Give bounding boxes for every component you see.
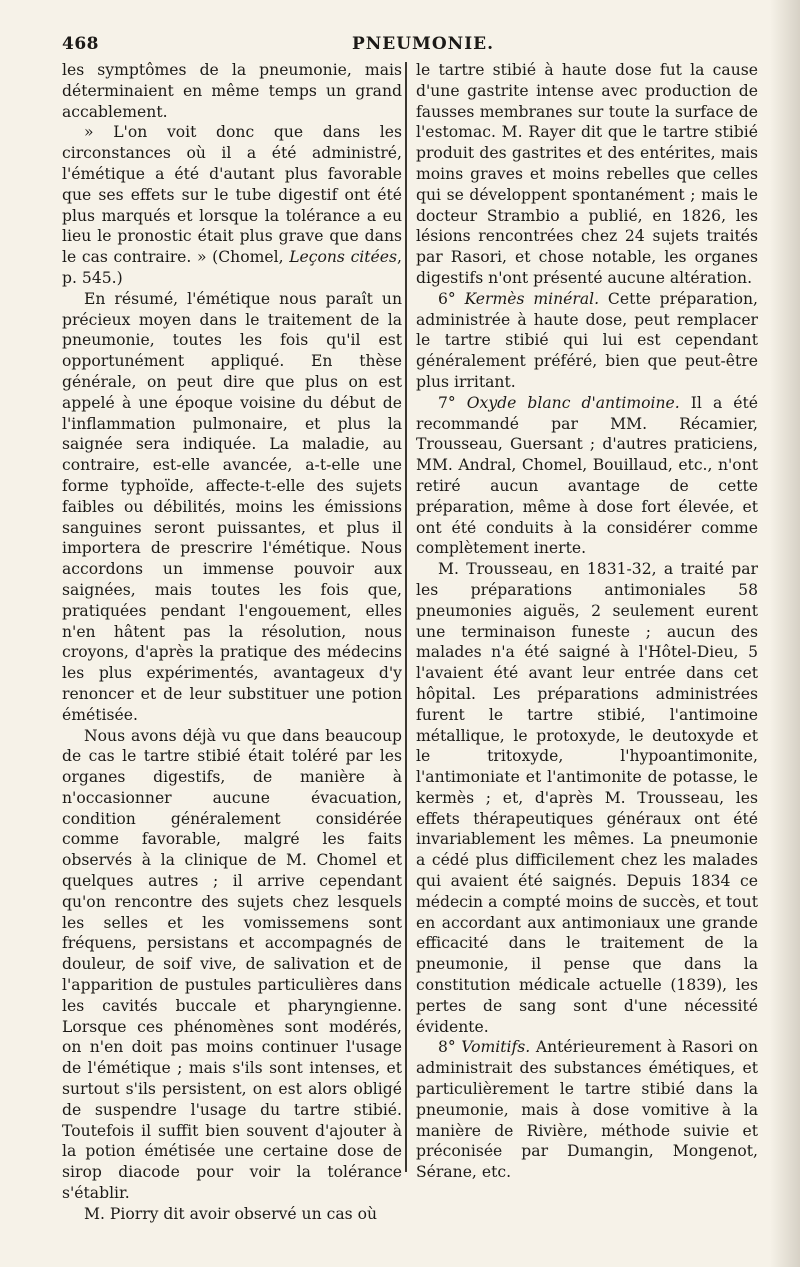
section-text: Antérieurement à Rasori on administrait des substances émétiques, et particulièrement le tartre stibié dans la pneumonie, mais à dose vomitive à la manière de Rivière, méthode suivie et préconisée par Dumangin, Mongenot, Sérane, etc. xyxy=(416,1038,758,1182)
left-column xyxy=(62,60,402,1225)
paragraph: Nous avons déjà vu que dans beaucoup de cas le tartre stibié était toléré par les organes digestifs, de manière à n'occasionner aucune évacuation, condition généralement considérée comme favorable, malgré les faits observés à la clinique de M. Chomel et quelques autres ; il arrive cependant qu'on rencontre des sujets chez lesquels les selles et les vomissemens sont fréquens, persistans et accompagnés de douleur, de soif vive, de salivation et de l'apparition de pustules particulières dans les cavités buccale et pharyngienne. Lorsque ces phénomènes sont modérés, on n'en doit pas moins continuer l'usage de l'émétique ; mais s'ils sont intenses, et surtout s'ils persistent, on est alors obligé de suspendre l'usage du tartre stibié. Toutefois il suffit bien souvent d'ajouter à la potion émétisée une certaine dose de sirop diacode pour voir la tolérance s'établir. xyxy=(62,726,402,1203)
citation-title: Leçons citées xyxy=(289,248,398,267)
running-title: PNEUMONIE. xyxy=(351,34,495,54)
column-divider xyxy=(405,62,407,1172)
section-number: 8° xyxy=(438,1038,462,1057)
section-heading: Oxyde blanc d'antimoine. xyxy=(466,393,680,412)
page-edge-shadow xyxy=(770,0,800,1267)
paragraph: M. Piorry dit avoir observé un cas où xyxy=(84,1204,378,1223)
section-text: Il a été recommandé par MM. Récamier, Trousseau, Guersant ; d'autres praticiens, MM. Andral, Chomel, Bouillaud, etc., n'ont retiré aucun avantage de cette préparation, même à dose fort élevée, et ont été conduits à la considérer comme complètement inerte. xyxy=(416,393,758,558)
right-column xyxy=(416,60,758,1183)
paragraph: M. Trousseau, en 1831-32, a traité par les préparations antimoniales 58 pneumonies aiguës, 2 seulement eurent une terminaison funeste ; aucun des malades n'a été saigné à l'Hôtel-Dieu, 5 l'avaient été avant leur entrée dans cet hôpital. Les préparations administrées furent le tartre stibié, l'antimoine métallique, le protoxyde, le deutoxyde et le tritoxyde, l'hypoantimonite, l'antimoniate et l'antimonite de potasse, le kermès ; et, d'après M. Trousseau, les effets thérapeutiques généraux ont été invariablement les mêmes. La pneumonie a cédé plus difficilement chez les malades qui avaient été saignés. Depuis 1834 ce médecin a compté moins de succès, et tout en accordant aux antimoniaux une grande efficacité dans le traitement de la pneumonie, il pense que dans la constitution médicale actuelle (1839), les pertes de sang sont d'une nécessité évidente. xyxy=(416,560,758,1036)
citation-page: , p. 545.) xyxy=(62,248,402,287)
paragraph: les symptômes de la pneumonie, mais déterminaient en même temps un grand accablement. xyxy=(62,61,402,121)
section-heading: Kermès minéral. xyxy=(464,289,600,308)
section-heading: Vomitifs. xyxy=(461,1038,531,1057)
section-number: 6° xyxy=(438,289,465,308)
paragraph: le tartre stibié à haute dose fut la cause d'une gastrite intense avec production de fausses membranes sur toute la surface de l'estomac. M. Rayer dit que le tartre stibié produit des gastrites et des entérites, mais moins graves et moins rebelles que celles qui se développent spontanément ; mais le docteur Strambio a publié, en 1826, les lésions rencontrées chez 24 sujets traités par Rasori, et chose notable, les organes digestifs n'ont présenté aucune altération. xyxy=(416,61,758,287)
page-number: 468 xyxy=(62,34,99,54)
paragraph: En résumé, l'émétique nous paraît un précieux moyen dans le traitement de la pneumonie, toutes les fois qu'il est opportunément appliqué. En thèse générale, on peut dire que plus on est appelé à une époque voisine du début de l'inflammation pulmonaire, et plus la saignée sera indiquée. La maladie, au contraire, est-elle avancée, a-t-elle une forme typhoïde, affecte-t-elle des sujets faibles ou débilités, moins les émissions sanguines seront puissantes, et plus il importera de prescrire l'émétique. Nous accordons un immense pouvoir aux saignées, mais toutes les fois que, pratiquées pendant l'engouement, elles n'en hâtent pas la résolution, nous croyons, d'après la pratique des médecins les plus expérimentés, avantageux d'y renoncer et de leur substituer une potion émétisée. xyxy=(62,289,402,724)
section-oxyde xyxy=(416,393,758,559)
section-kermes xyxy=(416,289,758,393)
paragraph-chomel-quote xyxy=(62,122,402,288)
section-vomitifs xyxy=(416,1037,758,1183)
section-number: 7° xyxy=(438,393,467,412)
quote-text: » L'on voit donc que dans les circonstances où il a été administré, l'émétique a été d'autant plus favorable que ses effets sur le tube digestif ont été plus marqués et lorsque la tolérance a eu lieu le pronostic était plus grave que dans le cas contraire. » (Chomel, xyxy=(62,123,402,267)
section-text: Cette préparation, administrée à haute dose, peut remplacer le tartre stibié qui lui est cependant généralement préféré, bien que peut-être plus irritant. xyxy=(416,289,758,391)
